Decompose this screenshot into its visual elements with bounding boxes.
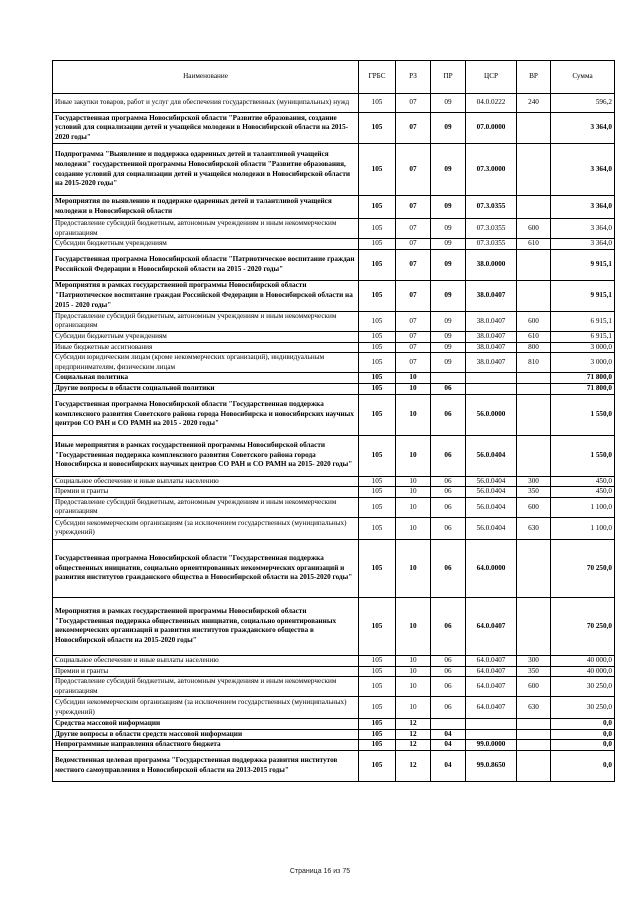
- cell-vr: 630: [517, 517, 551, 539]
- cell-csr: 64.0.0407: [466, 666, 517, 677]
- cell-pr: [431, 719, 466, 730]
- cell-grbs: 105: [359, 311, 396, 331]
- cell-csr: 99.0.0000: [466, 740, 517, 751]
- cell-sum: 70 250,0: [551, 539, 615, 597]
- cell-pr: 06: [431, 677, 466, 697]
- cell-csr: 64.0.0407: [466, 697, 517, 719]
- cell-rz: 07: [396, 219, 431, 239]
- cell-vr: 300: [517, 476, 551, 487]
- cell-grbs: 105: [359, 539, 396, 597]
- cell-csr: [466, 373, 517, 384]
- cell-sum: 40 000,0: [551, 655, 615, 666]
- cell-grbs: 105: [359, 497, 396, 517]
- table-row: [53, 196, 615, 219]
- cell-sum: 70 250,0: [551, 597, 615, 655]
- cell-sum: 3 000,0: [551, 353, 615, 373]
- cell-name: Премии и гранты: [53, 666, 359, 677]
- cell-csr: 07.3.0355: [466, 239, 517, 250]
- document-page: [52, 60, 614, 782]
- cell-csr: 99.0.8650: [466, 751, 517, 782]
- cell-pr: 09: [431, 144, 466, 196]
- cell-name: Иные бюджетные ассигнования: [53, 342, 359, 353]
- cell-csr: 07.3.0355: [466, 219, 517, 239]
- cell-sum: 0,0: [551, 740, 615, 751]
- cell-name: Субсидии бюджетным учреждениям: [53, 239, 359, 250]
- cell-name: Средства массовой информации: [53, 719, 359, 730]
- cell-grbs: 105: [359, 280, 396, 311]
- cell-vr: [517, 740, 551, 751]
- cell-grbs: 105: [359, 517, 396, 539]
- cell-sum: 3 364,0: [551, 196, 615, 219]
- cell-pr: 06: [431, 476, 466, 487]
- cell-rz: 10: [396, 383, 431, 394]
- cell-sum: 0,0: [551, 719, 615, 730]
- cell-vr: 600: [517, 311, 551, 331]
- cell-grbs: 105: [359, 655, 396, 666]
- cell-name: Мероприятия в рамках государственной программы Новосибирской области "Патриотическое воспитание граждан Российской Федерации в Новосибирской области на 2015 - 2020 годы": [53, 280, 359, 311]
- cell-rz: 07: [396, 342, 431, 353]
- cell-rz: 10: [396, 394, 431, 435]
- cell-vr: [517, 249, 551, 280]
- cell-name: Мероприятия по выявлению и поддержке одаренных детей и талантливой учащейся молодежи в Новосибирской области: [53, 196, 359, 219]
- budget-table: [52, 60, 615, 782]
- cell-sum: 6 915,1: [551, 311, 615, 331]
- table-row: [53, 331, 615, 342]
- cell-csr: 38.0.0407: [466, 342, 517, 353]
- cell-pr: [431, 373, 466, 384]
- cell-rz: 10: [396, 517, 431, 539]
- cell-vr: 630: [517, 697, 551, 719]
- table-row: [53, 239, 615, 250]
- cell-grbs: 105: [359, 373, 396, 384]
- page-number: Страница 16 из 75: [289, 868, 351, 875]
- table-row: [53, 517, 615, 539]
- cell-grbs: 105: [359, 331, 396, 342]
- cell-csr: 38.0.0407: [466, 280, 517, 311]
- cell-csr: 64.0.0000: [466, 539, 517, 597]
- cell-grbs: 105: [359, 666, 396, 677]
- table-row: [53, 751, 615, 782]
- header-vr: ВР: [517, 61, 551, 94]
- cell-csr: 38.0.0407: [466, 353, 517, 373]
- cell-vr: 600: [517, 497, 551, 517]
- cell-csr: 07.3.0355: [466, 196, 517, 219]
- cell-sum: 9 915,1: [551, 280, 615, 311]
- table-row: [53, 677, 615, 697]
- cell-rz: 10: [396, 497, 431, 517]
- cell-rz: 07: [396, 353, 431, 373]
- cell-grbs: 105: [359, 196, 396, 219]
- cell-vr: [517, 435, 551, 476]
- cell-pr: 04: [431, 751, 466, 782]
- cell-grbs: 105: [359, 476, 396, 487]
- cell-rz: 07: [396, 94, 431, 113]
- cell-sum: 3 364,0: [551, 219, 615, 239]
- cell-sum: 71 800,0: [551, 373, 615, 384]
- cell-vr: 350: [517, 487, 551, 498]
- cell-grbs: 105: [359, 342, 396, 353]
- table-row: [53, 497, 615, 517]
- table-row: [53, 280, 615, 311]
- cell-rz: 12: [396, 719, 431, 730]
- table-row: [53, 342, 615, 353]
- cell-vr: [517, 394, 551, 435]
- cell-rz: 12: [396, 729, 431, 740]
- table-row: [53, 487, 615, 498]
- cell-csr: 56.0.0404: [466, 497, 517, 517]
- cell-csr: 56.0.0404: [466, 435, 517, 476]
- table-row: [53, 311, 615, 331]
- cell-vr: [517, 144, 551, 196]
- cell-rz: 07: [396, 311, 431, 331]
- cell-csr: 04.0.0222: [466, 94, 517, 113]
- cell-pr: 09: [431, 331, 466, 342]
- cell-name: Предоставление субсидий бюджетным, автономным учреждениям и иным некоммерческим организациям: [53, 219, 359, 239]
- cell-sum: 450,0: [551, 476, 615, 487]
- cell-grbs: 105: [359, 719, 396, 730]
- cell-csr: 07.0.0000: [466, 113, 517, 144]
- cell-name: Предоставление субсидий бюджетным, автономным учреждениям и иным некоммерческим организациям: [53, 677, 359, 697]
- cell-rz: 10: [396, 697, 431, 719]
- table-row: [53, 383, 615, 394]
- cell-pr: 06: [431, 487, 466, 498]
- cell-vr: 240: [517, 94, 551, 113]
- cell-grbs: 105: [359, 383, 396, 394]
- cell-pr: 06: [431, 497, 466, 517]
- cell-sum: 30 250,0: [551, 677, 615, 697]
- cell-pr: 09: [431, 311, 466, 331]
- cell-grbs: 105: [359, 729, 396, 740]
- cell-grbs: 105: [359, 487, 396, 498]
- cell-name: Государственная программа Новосибирской области "Государственная поддержка комплексного развития Советского района города Новосибирска и новосибирских научных центров СО РАН и СО РАМН на 2015 - 2020 годы": [53, 394, 359, 435]
- cell-pr: 09: [431, 94, 466, 113]
- cell-pr: 06: [431, 539, 466, 597]
- cell-csr: 56.0.0404: [466, 487, 517, 498]
- cell-grbs: 105: [359, 751, 396, 782]
- cell-pr: 09: [431, 196, 466, 219]
- cell-sum: 1 550,0: [551, 435, 615, 476]
- cell-name: Премии и гранты: [53, 487, 359, 498]
- cell-pr: 04: [431, 729, 466, 740]
- table-row: [53, 539, 615, 597]
- table-row: [53, 597, 615, 655]
- cell-pr: 09: [431, 353, 466, 373]
- cell-vr: 350: [517, 666, 551, 677]
- cell-vr: 800: [517, 342, 551, 353]
- cell-sum: 3 364,0: [551, 113, 615, 144]
- cell-vr: [517, 373, 551, 384]
- table-row: [53, 144, 615, 196]
- cell-rz: 07: [396, 113, 431, 144]
- cell-vr: [517, 597, 551, 655]
- cell-sum: 0,0: [551, 751, 615, 782]
- cell-csr: [466, 719, 517, 730]
- cell-csr: 56.0.0000: [466, 394, 517, 435]
- cell-sum: 1 100,0: [551, 517, 615, 539]
- cell-vr: [517, 729, 551, 740]
- cell-grbs: 105: [359, 597, 396, 655]
- cell-name: Предоставление субсидий бюджетным, автономным учреждениям и иным некоммерческим организациям: [53, 311, 359, 331]
- table-row: [53, 435, 615, 476]
- cell-rz: 07: [396, 144, 431, 196]
- table-row: [53, 249, 615, 280]
- cell-name: Мероприятия в рамках государственной программы Новосибирской области "Государственная поддержка общественных инициатив, социально ориентированных некоммерческих организаций и развития институтов гражданского общества в Новосибирской области на 2015-2020 годы": [53, 597, 359, 655]
- cell-rz: 10: [396, 487, 431, 498]
- cell-pr: 04: [431, 740, 466, 751]
- cell-sum: 9 915,1: [551, 249, 615, 280]
- cell-sum: 3 364,0: [551, 144, 615, 196]
- header-rz: РЗ: [396, 61, 431, 94]
- cell-rz: 07: [396, 196, 431, 219]
- cell-csr: [466, 729, 517, 740]
- cell-vr: [517, 113, 551, 144]
- cell-vr: [517, 280, 551, 311]
- cell-sum: 0,0: [551, 729, 615, 740]
- cell-name: Социальная политика: [53, 373, 359, 384]
- cell-grbs: 105: [359, 677, 396, 697]
- cell-sum: 3 364,0: [551, 239, 615, 250]
- cell-pr: 06: [431, 435, 466, 476]
- cell-name: Государственная программа Новосибирской области "Развитие образования, создание условий для социализации детей и учащейся молодежи в Новосибирской области на 2015-2020 годы": [53, 113, 359, 144]
- cell-name: Субсидии некоммерческим организациям (за исключением государственных (муниципальных) учреждений): [53, 697, 359, 719]
- cell-name: Подпрограмма "Выявление и поддержка одаренных детей и талантливой учащейся молодежи" государственной программы Новосибирской области "Развитие образования, создание условий для социализации детей и учащейся молодежи в Новосибирской области на 2015-2020 годы": [53, 144, 359, 196]
- cell-sum: 71 800,0: [551, 383, 615, 394]
- cell-csr: 56.0.0404: [466, 517, 517, 539]
- cell-rz: 10: [396, 539, 431, 597]
- cell-sum: 450,0: [551, 487, 615, 498]
- table-row: [53, 729, 615, 740]
- cell-grbs: 105: [359, 394, 396, 435]
- table-header-row: [53, 61, 615, 94]
- cell-sum: 40 000,0: [551, 666, 615, 677]
- cell-vr: [517, 539, 551, 597]
- cell-name: Субсидии бюджетным учреждениям: [53, 331, 359, 342]
- cell-vr: [517, 751, 551, 782]
- cell-rz: 07: [396, 280, 431, 311]
- cell-name: Социальное обеспечение и иные выплаты населению: [53, 476, 359, 487]
- cell-csr: 64.0.0407: [466, 597, 517, 655]
- table-row: [53, 666, 615, 677]
- cell-pr: 09: [431, 239, 466, 250]
- cell-name: Субсидии некоммерческим организациям (за исключением государственных (муниципальных) учреждений): [53, 517, 359, 539]
- header-sum: Сумма: [551, 61, 615, 94]
- cell-rz: 10: [396, 597, 431, 655]
- cell-grbs: 105: [359, 94, 396, 113]
- cell-name: Другие вопросы в области средств массовой информации: [53, 729, 359, 740]
- cell-csr: 64.0.0407: [466, 655, 517, 666]
- cell-pr: 09: [431, 249, 466, 280]
- cell-name: Непрограммные направления областного бюджета: [53, 740, 359, 751]
- cell-name: Предоставление субсидий бюджетным, автономным учреждениям и иным некоммерческим организациям: [53, 497, 359, 517]
- cell-rz: 10: [396, 435, 431, 476]
- table-row: [53, 719, 615, 730]
- cell-rz: 07: [396, 249, 431, 280]
- cell-csr: 07.3.0000: [466, 144, 517, 196]
- cell-name: Другие вопросы в области социальной политики: [53, 383, 359, 394]
- cell-grbs: 105: [359, 740, 396, 751]
- cell-grbs: 105: [359, 249, 396, 280]
- table-body: [53, 94, 615, 782]
- header-pr: ПР: [431, 61, 466, 94]
- cell-pr: 06: [431, 517, 466, 539]
- cell-sum: 6 915,1: [551, 331, 615, 342]
- cell-vr: 300: [517, 655, 551, 666]
- cell-rz: 10: [396, 666, 431, 677]
- header-csr: ЦСР: [466, 61, 517, 94]
- cell-grbs: 105: [359, 435, 396, 476]
- cell-grbs: 105: [359, 144, 396, 196]
- cell-csr: 38.0.0407: [466, 311, 517, 331]
- cell-grbs: 105: [359, 219, 396, 239]
- cell-name: Иные закупки товаров, работ и услуг для обеспечения государственных (муниципальных) нужд: [53, 94, 359, 113]
- cell-pr: 06: [431, 383, 466, 394]
- cell-vr: [517, 383, 551, 394]
- cell-pr: 06: [431, 697, 466, 719]
- cell-sum: 596,2: [551, 94, 615, 113]
- table-row: [53, 740, 615, 751]
- cell-vr: 810: [517, 353, 551, 373]
- cell-vr: [517, 719, 551, 730]
- cell-rz: 10: [396, 373, 431, 384]
- cell-csr: 38.0.0407: [466, 331, 517, 342]
- cell-grbs: 105: [359, 239, 396, 250]
- cell-vr: 610: [517, 331, 551, 342]
- cell-name: Социальное обеспечение и иные выплаты населению: [53, 655, 359, 666]
- table-row: [53, 476, 615, 487]
- cell-pr: 06: [431, 597, 466, 655]
- cell-vr: 600: [517, 219, 551, 239]
- cell-pr: 06: [431, 666, 466, 677]
- cell-vr: 600: [517, 677, 551, 697]
- cell-vr: 610: [517, 239, 551, 250]
- cell-rz: 10: [396, 476, 431, 487]
- cell-sum: 1 550,0: [551, 394, 615, 435]
- cell-pr: 06: [431, 655, 466, 666]
- cell-vr: [517, 196, 551, 219]
- cell-pr: 09: [431, 113, 466, 144]
- header-name: Наименование: [53, 61, 359, 94]
- cell-pr: 09: [431, 219, 466, 239]
- cell-rz: 10: [396, 655, 431, 666]
- cell-csr: 64.0.0407: [466, 677, 517, 697]
- cell-pr: 06: [431, 394, 466, 435]
- cell-csr: [466, 383, 517, 394]
- cell-sum: 1 100,0: [551, 497, 615, 517]
- table-row: [53, 113, 615, 144]
- cell-grbs: 105: [359, 353, 396, 373]
- table-row: [53, 353, 615, 373]
- cell-grbs: 105: [359, 697, 396, 719]
- cell-sum: 30 250,0: [551, 697, 615, 719]
- cell-rz: 10: [396, 677, 431, 697]
- cell-rz: 07: [396, 331, 431, 342]
- cell-rz: 12: [396, 751, 431, 782]
- cell-sum: 3 000,0: [551, 342, 615, 353]
- cell-name: Государственная программа Новосибирской области "Государственная поддержка общественных инициатив, социально ориентированных некоммерческих организаций и развития институтов гражданского общества в Новосибирской области на 2015-2020 годы": [53, 539, 359, 597]
- table-row: [53, 219, 615, 239]
- table-row: [53, 94, 615, 113]
- cell-name: Ведомственная целевая программа "Государственная поддержка развития институтов местного самоуправления в Новосибирской области на 2013-2015 годы": [53, 751, 359, 782]
- table-row: [53, 373, 615, 384]
- cell-name: Иные мероприятия в рамках государственной программы Новосибирской области "Государственная поддержка комплексного развития Советского района города Новосибирска и новосибирских научных центров СО РАН и СО РАМН на 2015- 2020 годы": [53, 435, 359, 476]
- table-row: [53, 697, 615, 719]
- header-grbs: ГРБС: [359, 61, 396, 94]
- cell-csr: 56.0.0404: [466, 476, 517, 487]
- cell-name: Государственная программа Новосибирской области "Патриотическое воспитание граждан Российской Федерации в Новосибирской области на 2015 - 2020 годы": [53, 249, 359, 280]
- cell-rz: 12: [396, 740, 431, 751]
- table-row: [53, 394, 615, 435]
- cell-grbs: 105: [359, 113, 396, 144]
- table-row: [53, 655, 615, 666]
- cell-pr: 09: [431, 342, 466, 353]
- cell-rz: 07: [396, 239, 431, 250]
- cell-pr: 09: [431, 280, 466, 311]
- cell-name: Субсидии юридическим лицам (кроме некоммерческих организаций), индивидуальным предпринимателям, физическим лицам: [53, 353, 359, 373]
- cell-csr: 38.0.0000: [466, 249, 517, 280]
